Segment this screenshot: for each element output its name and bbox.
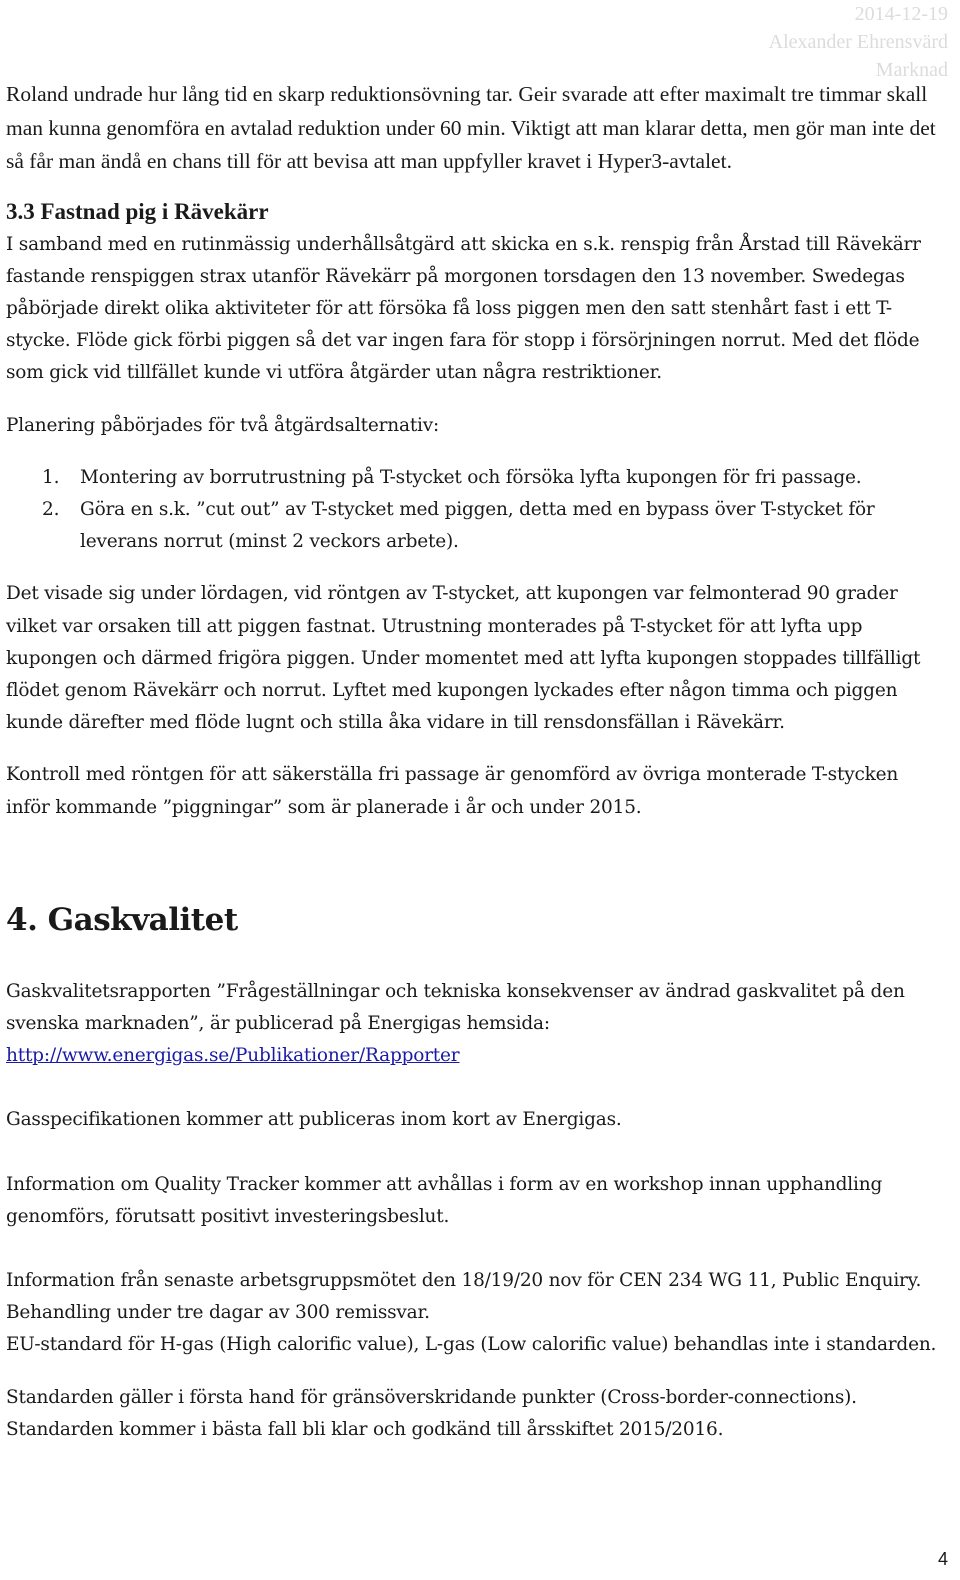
section-4-paragraph-5a: Standarden gäller i första hand för gränsöverskridande punkter (Cross-border-connections). <box>6 1386 857 1408</box>
section-3-3-paragraph-1: I samband med en rutinmässig underhållsåtgärd att skicka en s.k. renspig från Årstad till Rävekärr fastande renspiggen strax utanför Rävekärr på morgonen torsdagen den 13 november. Swedegas påbörjade direkt olika aktiviteter för att försöka få loss piggen men den satt stenhårt fast i ett T-stycke. Flöde gick förbi piggen så det var ingen fara för stopp i försörjningen norrut. Med det flöde som gick vid tillfället kunde vi utföra åtgärder utan några restriktioner. <box>6 233 921 384</box>
header-author: Alexander Ehrensvärd <box>768 31 948 53</box>
planning-intro: Planering påbörjades för två åtgärdsalternativ: <box>6 414 440 436</box>
section-4-paragraph-4b: EU-standard för H-gas (High calorific value), L-gas (Low calorific value) behandlas inte i standarden. <box>6 1334 937 1356</box>
section-4-paragraph-1: Gaskvalitetsrapporten ”Frågeställningar och tekniska konsekvenser av ändrad gaskvalitet på den svenska marknaden”, är publicerad på Energigas hemsida: <box>6 980 905 1034</box>
section-3-3-heading: 3.3 Fastnad pig i Rävekärr <box>6 198 269 224</box>
section-4-paragraph-5b: Standarden kommer i bästa fall bli klar och godkänd till årsskiftet 2015/2016. <box>6 1418 724 1440</box>
list-item-text: Göra en s.k. ”cut out” av T-stycket med piggen, detta med en bypass över T-stycket för leverans norrut (minst 2 veckors arbete). <box>80 498 875 553</box>
section-3-3-paragraph-3: Kontroll med röntgen för att säkerställa fri passage är genomförd av övriga monterade T-stycken inför kommande ”piggningar” som är planerade i år och under 2015. <box>6 764 899 818</box>
header-topic: Marknad <box>875 59 948 81</box>
section-4-paragraph-3: Information om Quality Tracker kommer att avhållas i form av en workshop innan upphandling genomförs, förutsatt positivt investeringsbeslut. <box>6 1173 883 1227</box>
page-number: 4 <box>937 1549 948 1569</box>
section-4-heading: 4. Gaskvalitet <box>6 901 238 938</box>
energigas-report-link[interactable]: http://www.energigas.se/Publikationer/Rapporter <box>6 1045 460 1067</box>
intro-paragraph: Roland undrade hur lång tid en skarp reduktionsövning tar. Geir svarade att efter maximalt tre timmar skall man kunna genomföra en avtalad reduktion under 60 min. Viktigt att man klarar detta, men gör man inte det så får man ändå en chans till för att bevisa att man uppfyller kravet i Hyper3-avtalet. <box>6 82 936 173</box>
document-content <box>6 78 946 1446</box>
header-date: 2014-12-19 <box>854 3 948 25</box>
list-item <box>6 494 946 558</box>
section-4-paragraph-2: Gasspecifikationen kommer att publiceras inom kort av Energigas. <box>6 1109 622 1131</box>
energigas-link-line <box>6 1040 946 1072</box>
list-item-number: 2. <box>42 498 60 520</box>
alternatives-list <box>6 462 946 559</box>
list-item-number: 1. <box>42 466 60 488</box>
list-item <box>6 462 946 494</box>
list-item-text: Montering av borrutrustning på T-stycket och försöka lyfta kupongen för fri passage. <box>80 466 862 488</box>
section-4-paragraph-4a: Information från senaste arbetsgruppsmötet den 18/19/20 nov för CEN 234 WG 11, Public Enquiry. Behandling under tre dagar av 300 remissvar. <box>6 1269 922 1324</box>
page-header <box>769 0 948 84</box>
section-3-3-paragraph-2: Det visade sig under lördagen, vid röntgen av T-stycket, att kupongen var felmonterad 90 grader vilket var orsaken till att piggen fastnat. Utrustning monterades på T-stycket för att lyfta upp kupongen och därmed frigöra piggen. Under momentet med att lyfta kupongen stoppades tillfälligt flödet genom Rävekärr och norrut. Lyftet med kupongen lyckades efter någon timma och piggen kunde därefter med flöde lugnt och stilla åka vidare in till rensdonsfällan i Rävekärr. <box>6 583 921 734</box>
